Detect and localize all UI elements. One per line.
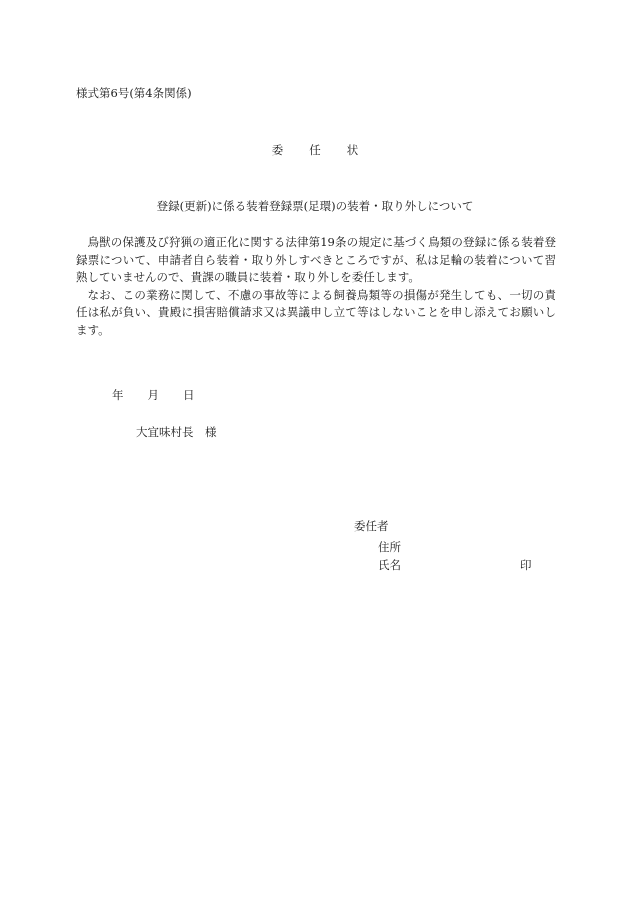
date-line [112,387,195,403]
form-number: 様式第6号(第4条関係) [76,86,192,100]
body-paragraph: 鳥獣の保護及び狩猟の適正化に関する法律第19条の規定に基づく鳥類の登録に係る装着登録票について、申請者自ら装着・取り外しすべきところですが、私は足輪の装着について習熟していませんので、貴課の職員に装着・取り外しを委任します。 [76,235,556,285]
document-title [0,142,630,158]
date-month: 月 [147,388,159,402]
body-paragraph: なお、この業務に関して、不慮の事故等による飼養鳥類等の損傷が発生しても、一切の責任は私が負い、貴殿に損害賠償請求又は異議申し立て等はしないことを申し添えてお願いします。 [76,287,556,337]
name-label: 氏名 [378,558,401,572]
title-char: 委 [271,143,284,157]
title-char: 状 [346,143,359,157]
addressee: 大宜味村長 様 [136,425,217,439]
title-char: 任 [309,143,321,157]
date-year: 年 [112,388,124,402]
date-day: 日 [183,388,195,402]
body-text [76,234,556,340]
seal-mark: 印 [520,558,532,572]
address-label: 住所 [378,540,401,554]
delegator-heading: 委任者 [354,519,389,533]
document-subject: 登録(更新)に係る装着登録票(足環)の装着・取り外しについて [156,199,474,213]
